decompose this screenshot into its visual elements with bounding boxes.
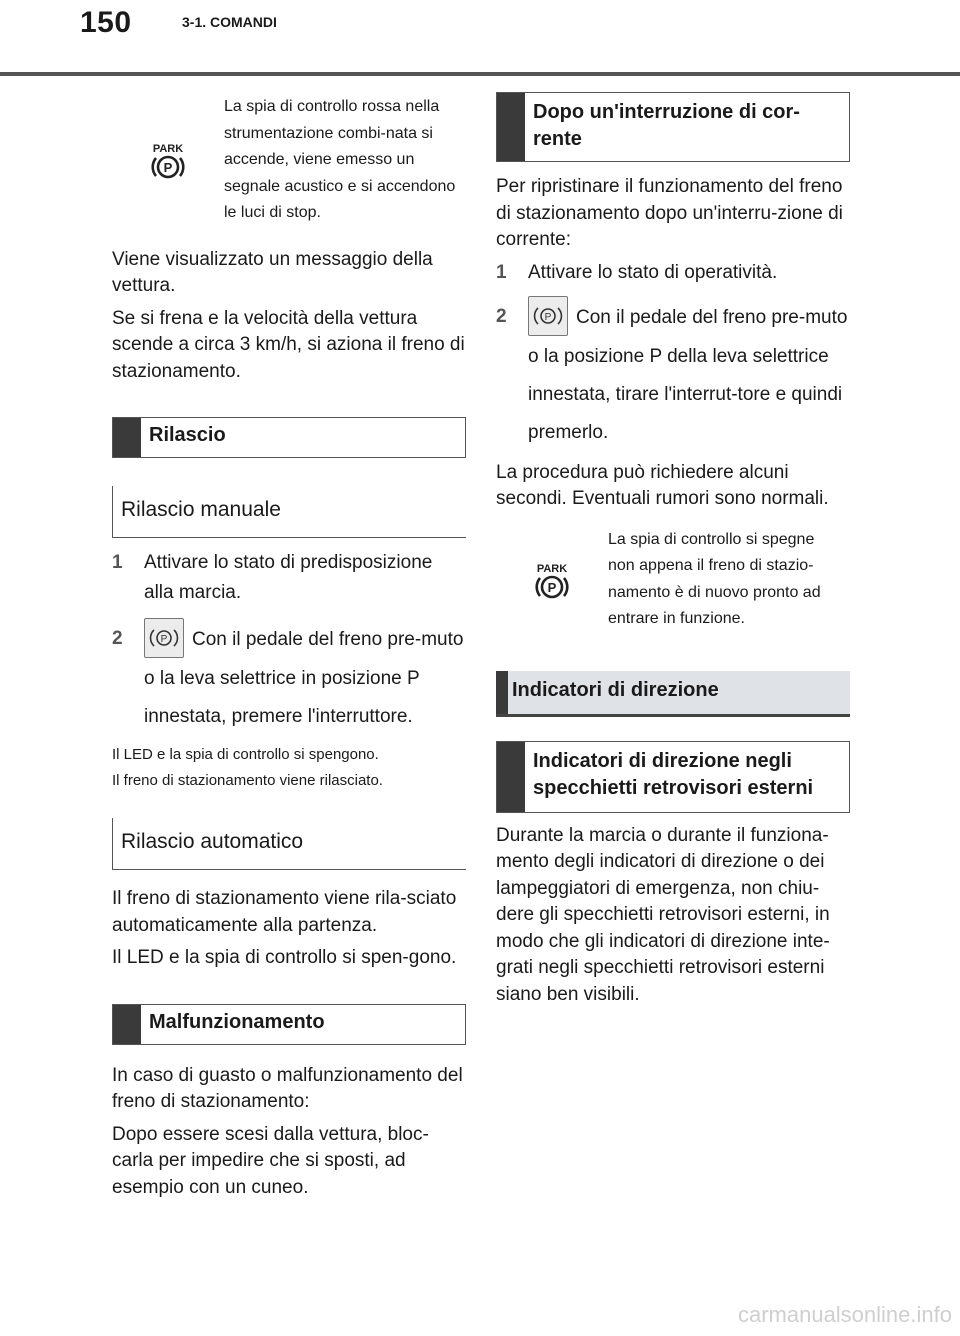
warning-note bbox=[112, 94, 466, 227]
section-heading-indicators bbox=[496, 671, 850, 717]
subsection-heading-automatic: Rilascio automatico bbox=[112, 818, 466, 870]
paragraph: In caso di guasto o malfunzionamento del freno di stazionamento: bbox=[112, 1064, 463, 1112]
park-warning-icon bbox=[112, 140, 224, 180]
info-note bbox=[496, 527, 850, 633]
step-2: 2 P Con il pedale del freno pre-muto o la leva selettrice in posizione P innestata, premere l'interruttore. bbox=[112, 620, 466, 736]
step-1: 1 Attivare lo stato di operatività. bbox=[496, 258, 850, 288]
step-text: Attivare lo stato di operatività. bbox=[528, 261, 778, 283]
paragraph: Se si frena e la velocità della vettura scende a circa 3 km/h, si aziona il freno di stazionamento. bbox=[112, 307, 465, 382]
subsection-heading-manual: Rilascio manuale bbox=[112, 486, 466, 538]
watermark: carmanualsonline.info bbox=[737, 1302, 952, 1327]
svg-text:P: P bbox=[160, 634, 168, 645]
parking-brake-switch-icon bbox=[144, 618, 184, 658]
note-text: La spia di controllo si spegne non appena il freno di stazio-namento è di nuovo pronto ad entrare in funzione. bbox=[608, 530, 821, 627]
chapter-title: 3-1. COMANDI bbox=[182, 14, 277, 30]
park-warning-icon bbox=[496, 560, 608, 600]
small-text: Il LED e la spia di controllo si spengono. bbox=[112, 746, 379, 763]
paragraph: Per ripristinare il funzionamento del freno di stazionamento dopo un'interru-zione di corrente: bbox=[496, 176, 843, 250]
step-text: Attivare lo stato di predisposizione alla marcia. bbox=[144, 552, 433, 603]
park-icon-label: PARK bbox=[152, 143, 184, 156]
paragraph: Viene visualizzato un messaggio della vettura. bbox=[112, 248, 433, 296]
svg-text:P: P bbox=[547, 579, 557, 595]
section-title: Malfunzionamento bbox=[149, 1010, 325, 1033]
section-title: Indicatori di direzione bbox=[512, 678, 719, 701]
section-title: Indicatori di direzione negli specchietti retrovisori esterni bbox=[533, 749, 814, 799]
section-heading-malfunction bbox=[112, 1004, 466, 1045]
step-text: Con il pedale del freno pre-muto o la leva selettrice in posizione P innestata, premere l'interruttore. bbox=[144, 629, 464, 727]
paragraph: Il LED e la spia di controllo si spen-gono. bbox=[112, 947, 457, 968]
section-heading-mirror-indicators bbox=[496, 741, 850, 813]
left-column bbox=[112, 78, 466, 1201]
step-text: Con il pedale del freno pre-muto o la posizione P della leva selettrice innestata, tirare l'interrut-tore e quindi premerlo. bbox=[528, 306, 848, 443]
paragraph: Il freno di stazionamento viene rila-sciato automaticamente alla partenza. bbox=[112, 888, 457, 936]
section-title: Rilascio bbox=[149, 424, 226, 446]
paragraph: Durante la marcia o durante il funziona-mento degli indicatori di direzione o dei lampeggiatori di emergenza, non chiu-dere gli specchietti retrovisori esterni, in modo che gli indicatori di direzione inte-grati negli specchietti retrovisori esterni siano ben visibili. bbox=[496, 824, 830, 1005]
section-title: Dopo un'interruzione di cor-rente bbox=[533, 101, 800, 150]
note-text: La spia di controllo rossa nella strumentazione combi-nata si accende, viene emesso un segnale acustico e si accendono le luci di stop. bbox=[224, 98, 456, 221]
svg-text:P: P bbox=[163, 160, 173, 176]
parking-brake-switch-icon bbox=[528, 296, 568, 336]
step-1: 1 Attivare lo stato di predisposizione alla marcia. bbox=[112, 548, 466, 608]
svg-text:P: P bbox=[544, 311, 552, 323]
header-rule bbox=[0, 72, 960, 76]
paragraph: Dopo essere scesi dalla vettura, bloc-carla per impedire che si sposti, ad esempio con un cuneo. bbox=[112, 1123, 429, 1198]
right-column bbox=[496, 78, 850, 1008]
small-text: Il freno di stazionamento viene rilasciato. bbox=[112, 772, 383, 789]
section-heading-rilascio bbox=[112, 417, 466, 458]
section-heading-power-loss bbox=[496, 92, 850, 162]
paragraph: La procedura può richiedere alcuni secondi. Eventuali rumori sono normali. bbox=[496, 461, 829, 509]
park-icon-label: PARK bbox=[536, 562, 568, 575]
step-2: 2 P Con il pedale del freno pre-muto o la posizione P della leva selettrice innestata, tirare l'interrut-tore e quindi premerlo. bbox=[496, 298, 850, 452]
page-number: 150 bbox=[80, 6, 132, 39]
page-header bbox=[0, 0, 960, 78]
